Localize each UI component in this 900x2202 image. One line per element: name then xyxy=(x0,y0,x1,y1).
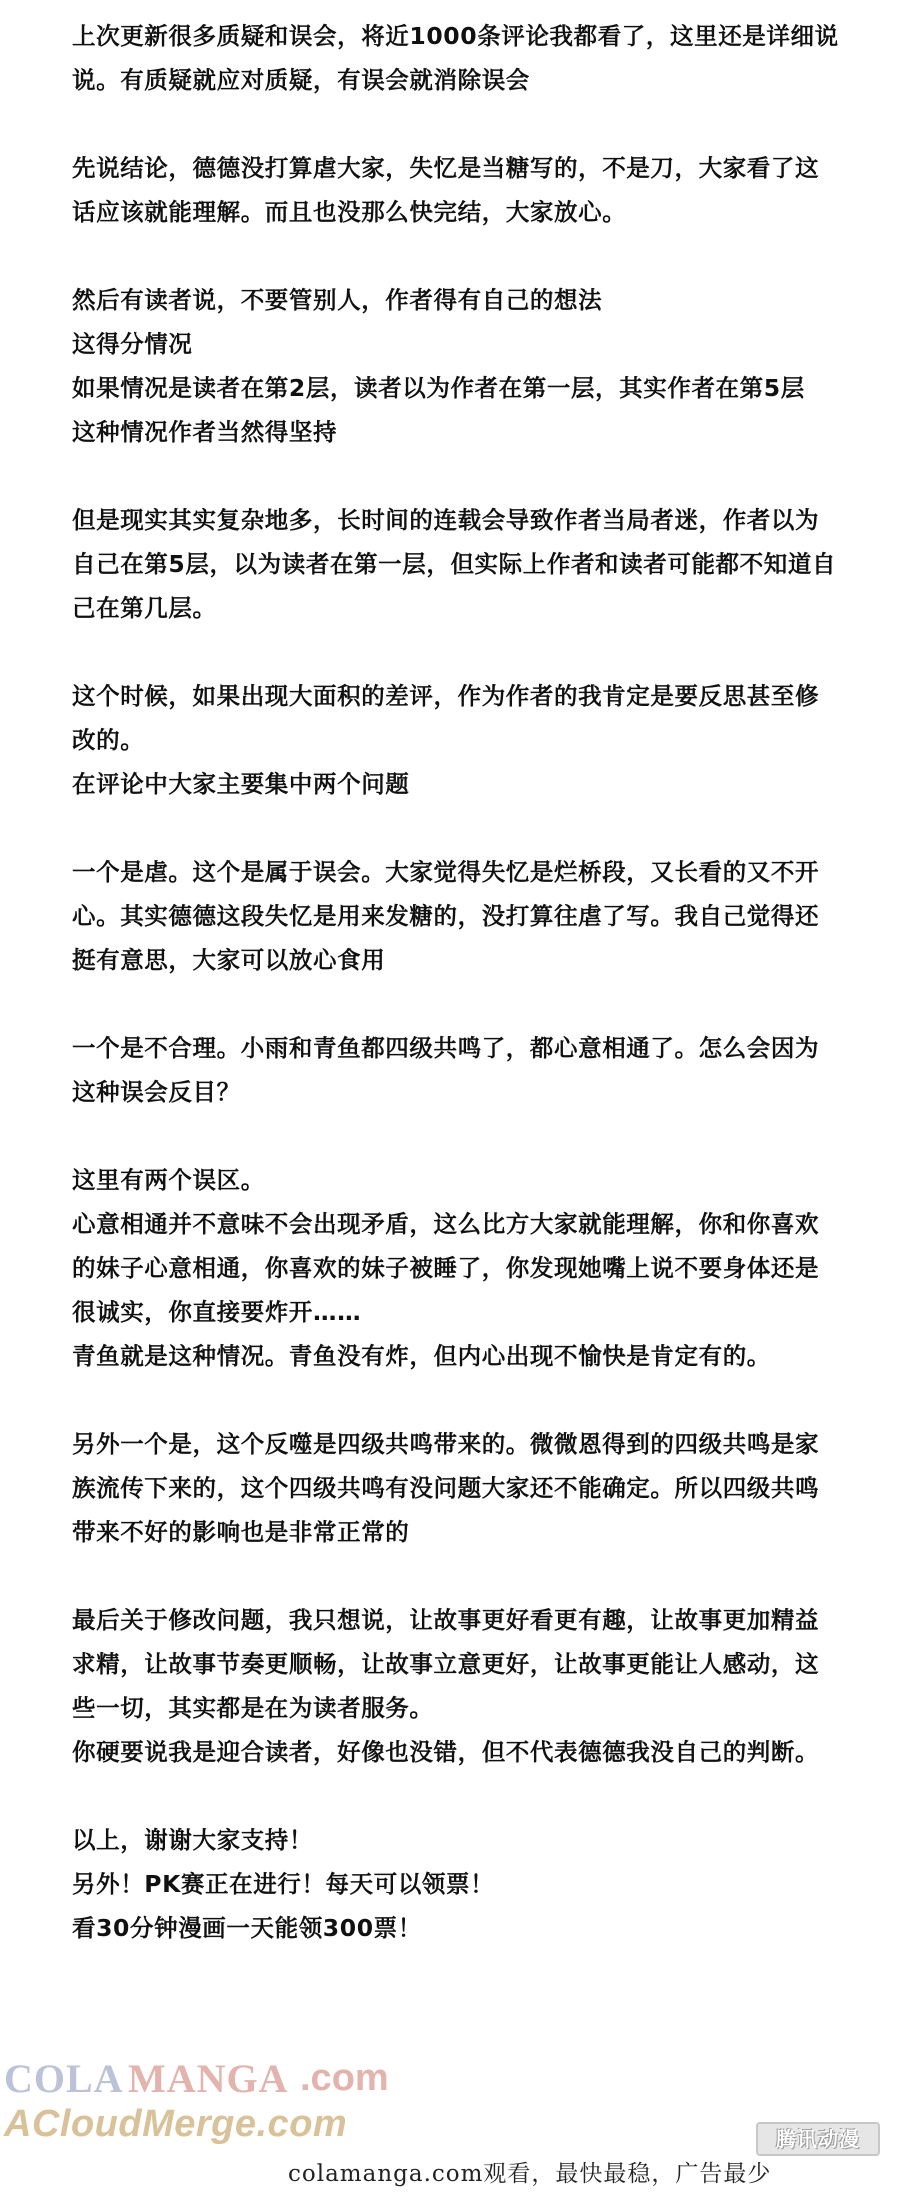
text-line: 挺有意思，大家可以放心食用 xyxy=(72,946,386,974)
paragraph xyxy=(72,674,872,806)
paragraph xyxy=(72,146,872,234)
watermark-acloud-text: ACloudMerge.com xyxy=(4,2103,348,2145)
text-line: 话应该就能理解。而且也没那么快完结，大家放心。 xyxy=(72,198,627,226)
text-line: 些一切，其实都是在为读者服务。 xyxy=(72,1694,434,1722)
text-line: 这种情况作者当然得坚持 xyxy=(72,418,338,446)
text-line: 但是现实其实复杂地多，长时间的连载会导致作者当局者迷，作者以为 xyxy=(72,506,820,534)
text-line: 心意相通并不意味不会出现矛盾，这么比方大家就能理解，你和你喜欢 xyxy=(72,1210,820,1238)
text-line: 心。其实德德这段失忆是用来发糖的，没打算往虐了写。我自己觉得还 xyxy=(72,902,820,930)
watermark-com-text: .com xyxy=(300,2057,389,2099)
text-line: 族流传下来的，这个四级共鸣有没问题大家还不能确定。所以四级共鸣 xyxy=(72,1474,820,1502)
text-line: 这得分情况 xyxy=(72,330,193,358)
paragraph xyxy=(72,1158,872,1378)
text-line: 的妹子心意相通，你喜欢的妹子被睡了，你发现她嘴上说不要身体还是 xyxy=(72,1254,820,1282)
text-line: 另外！PK赛正在进行！每天可以领票！ xyxy=(72,1870,495,1898)
text-line: 看30分钟漫画一天能领300票！ xyxy=(72,1914,422,1942)
text-line: 另外一个是，这个反噬是四级共鸣带来的。微微恩得到的四级共鸣是家 xyxy=(72,1430,820,1458)
watermark-manga-text: MANGA xyxy=(128,2056,289,2101)
paragraph xyxy=(72,1818,872,1950)
text-line: 然后有读者说，不要管别人，作者得有自己的想法 xyxy=(72,286,603,314)
text-line: 先说结论，德德没打算虐大家，失忆是当糖写的，不是刀，大家看了这 xyxy=(72,154,820,182)
article-body xyxy=(72,14,872,1994)
paragraph xyxy=(72,1422,872,1554)
publisher-logo-watermark: 腾讯动漫 xyxy=(756,2122,880,2156)
text-line: 己在第几层。 xyxy=(72,594,217,622)
text-line: 一个是虐。这个是属于误会。大家觉得失忆是烂桥段，又长看的又不开 xyxy=(72,858,820,886)
text-line: 你硬要说我是迎合读者，好像也没错，但不代表德德我没自己的判断。 xyxy=(72,1738,820,1766)
text-line: 最后关于修改问题，我只想说，让故事更好看更有趣，让故事更加精益 xyxy=(72,1606,820,1634)
watermark-cola-text: COLA xyxy=(4,2056,124,2101)
paragraph xyxy=(72,1598,872,1774)
text-line: 在评论中大家主要集中两个问题 xyxy=(72,770,410,798)
text-line: 以上，谢谢大家支持！ xyxy=(72,1826,313,1854)
paragraph xyxy=(72,498,872,630)
site-watermark xyxy=(0,2055,430,2165)
text-line: 这个时候，如果出现大面积的差评，作为作者的我肯定是要反思甚至修 xyxy=(72,682,820,710)
text-line: 这里有两个误区。 xyxy=(72,1166,265,1194)
footer-note: colamanga.com观看，最快最稳，广告最少 xyxy=(288,2161,772,2187)
text-line: 一个是不合理。小雨和青鱼都四级共鸣了，都心意相通了。怎么会因为 xyxy=(72,1034,820,1062)
paragraph xyxy=(72,1026,872,1114)
paragraph xyxy=(72,14,872,102)
text-line: 改的。 xyxy=(72,726,145,754)
text-line: 这种误会反目？ xyxy=(72,1078,241,1106)
paragraph xyxy=(72,850,872,982)
text-line: 求精，让故事节奏更顺畅，让故事立意更好，让故事更能让人感动，这 xyxy=(72,1650,820,1678)
text-line: 如果情况是读者在第2层，读者以为作者在第一层，其实作者在第5层 xyxy=(72,374,805,402)
text-line: 很诚实，你直接要炸开…… xyxy=(72,1298,362,1326)
text-line: 说。有质疑就应对质疑，有误会就消除误会 xyxy=(72,66,530,94)
paragraph xyxy=(72,278,872,454)
text-line: 青鱼就是这种情况。青鱼没有炸，但内心出现不愉快是肯定有的。 xyxy=(72,1342,771,1370)
text-line: 自己在第5层，以为读者在第一层，但实际上作者和读者可能都不知道自 xyxy=(72,550,837,578)
text-line: 带来不好的影响也是非常正常的 xyxy=(72,1518,410,1546)
text-line: 上次更新很多质疑和误会，将近1000条评论我都看了，这里还是详细说 xyxy=(72,22,839,50)
